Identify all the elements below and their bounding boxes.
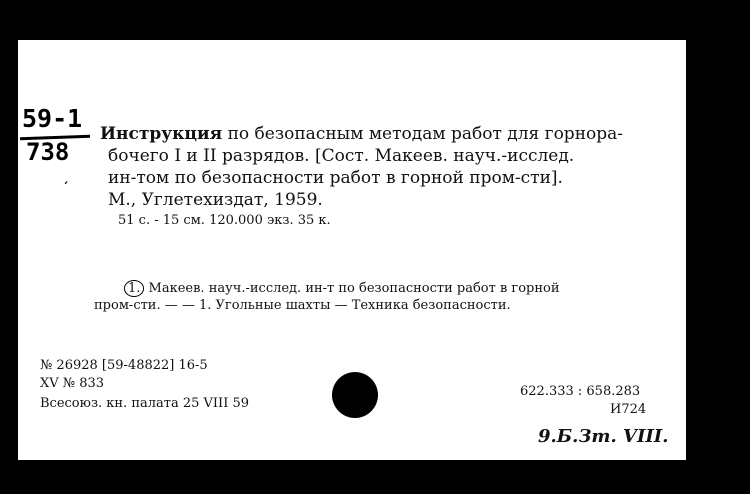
record-title-rest: по безопасным методам работ для горнора-: [222, 124, 624, 144]
annotation-line-1: [124, 280, 560, 297]
record-title-line-1: [100, 124, 623, 144]
annotation-line-2: пром-сти. — — 1. Угольные шахты — Техника безопасности.: [94, 298, 511, 313]
footer-chamber: Всесоюз. кн. палата 25 VIII 59: [40, 396, 250, 411]
footer-series: XV № 833: [40, 376, 105, 391]
footer-registration: № 26928 [59-48822] 16-5: [40, 358, 208, 373]
record-title-line-2: бочего I и II разрядов. [Сост. Макеев. науч.-исслед.: [108, 146, 575, 166]
author-mark: И724: [610, 402, 647, 417]
record-title-line-3: ин-том по безопасности работ в горной пром-сти].: [108, 168, 563, 188]
record-title-heading: Инструкция: [100, 124, 223, 144]
record-imprint: М., Углетехиздат, 1959.: [108, 190, 323, 210]
annotation-number: 1.: [124, 280, 144, 297]
pencil-mark: ′: [62, 180, 71, 196]
annotation-text-1: Макеев. науч.-исслед. ин-т по безопасности работ в горной: [144, 281, 560, 296]
record-collation: 51 с. - 15 см. 120.000 экз. 35 к.: [118, 213, 331, 228]
udc-classification: 622.333 : 658.283: [520, 384, 641, 399]
call-number-top: 59-1: [22, 104, 83, 133]
call-number-bottom: 738: [26, 138, 70, 166]
punch-hole: [332, 372, 378, 418]
catalog-card: [18, 40, 686, 460]
handwritten-signature: 9.Б.Зт. VIII.: [538, 426, 669, 447]
